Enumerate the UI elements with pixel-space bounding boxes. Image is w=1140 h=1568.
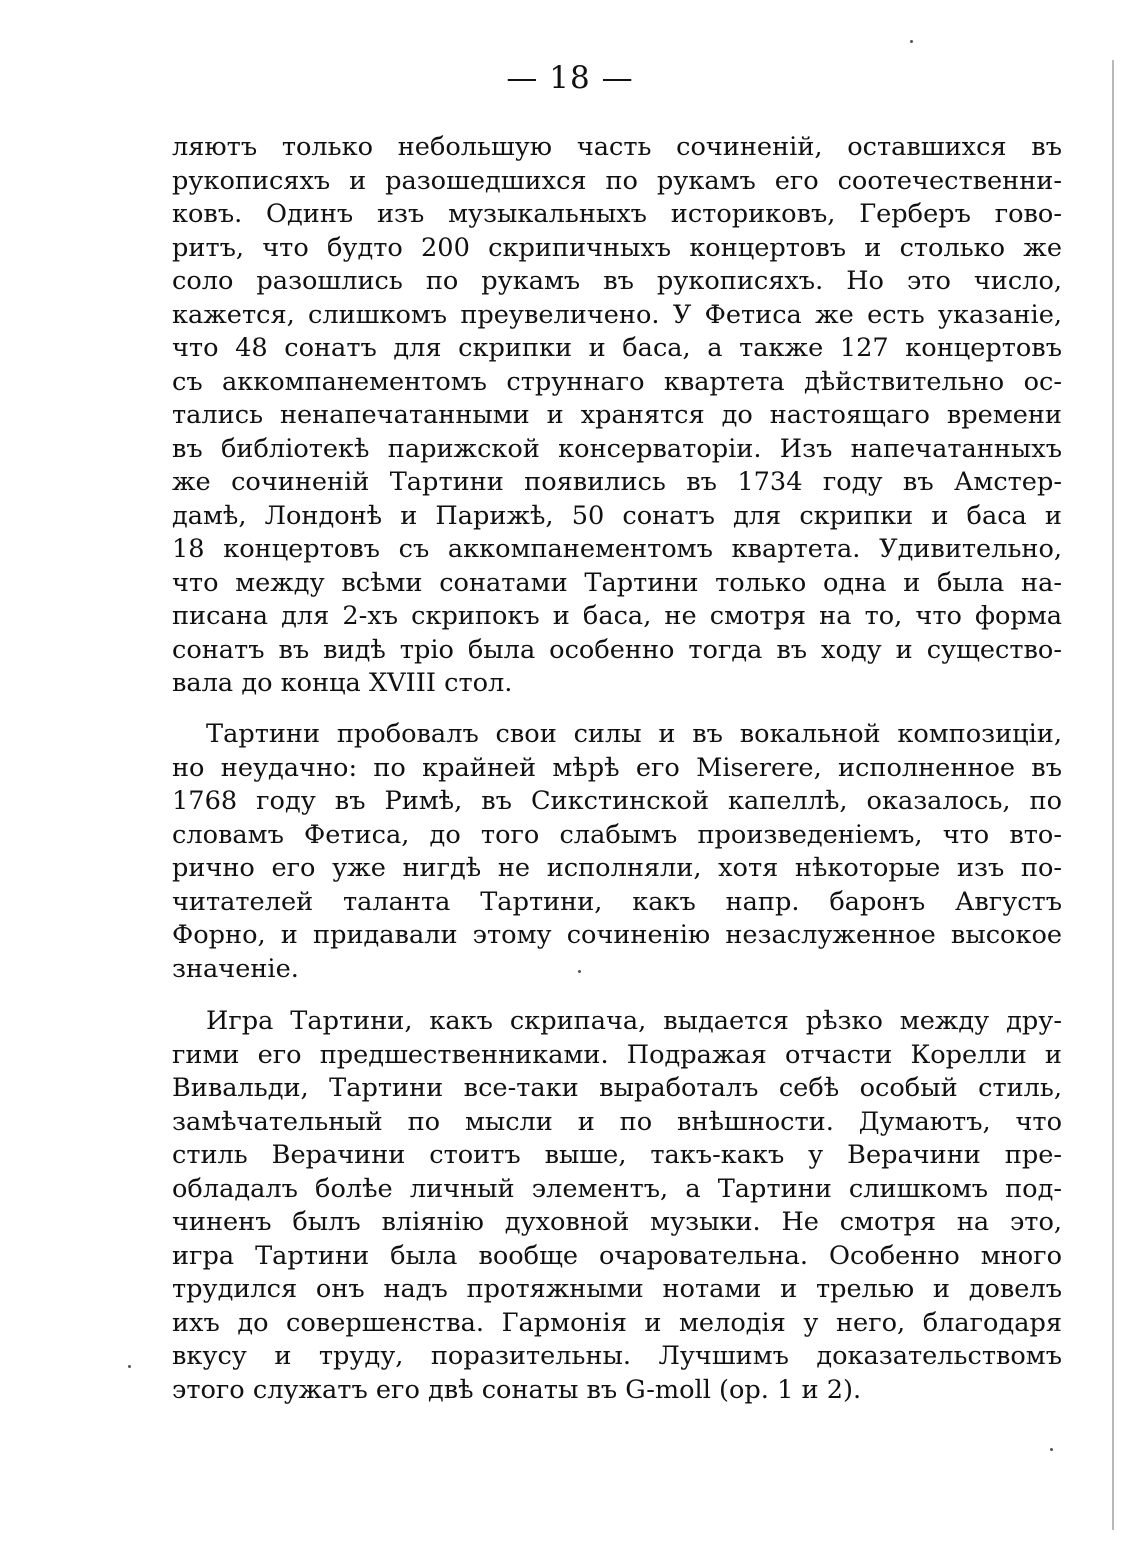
text-line: читателей таланта Тартини, какъ напр. баронъ Августъ — [172, 886, 1062, 917]
text-line: въ библіотекѣ парижской консерваторіи. Изъ напечатанныхъ — [172, 433, 1062, 464]
text-line: съ аккомпанементомъ струннаго квартета дѣйствительно ос- — [172, 366, 1062, 397]
text-line: ихъ до совершенства. Гармонія и мелодія у него, благодаря — [172, 1307, 1062, 1338]
text-line: рукописяхъ и разошедшихся по рукамъ его соотечественни- — [172, 165, 1062, 196]
print-speck — [578, 970, 581, 973]
text-line: вкусу и труду, поразительны. Лучшимъ доказательствомъ — [172, 1341, 1062, 1371]
page-number: — 18 — — [506, 60, 634, 96]
text-line: обладалъ болѣе личный элементъ, а Тартини слишкомъ под- — [172, 1173, 1062, 1204]
text-line: ритъ, что будто 200 скрипичныхъ концертовъ и столько же — [172, 232, 1062, 263]
text-line: что 48 сонатъ для скрипки и баса, а также 127 концертовъ — [172, 333, 1062, 363]
text-line: словамъ Фетиса, до того слабымъ произведеніемъ, что вто- — [172, 819, 1062, 850]
text-line: ковъ. Одинъ изъ музыкальныхъ историковъ, Герберъ гово- — [172, 199, 1062, 229]
paragraph-1 — [172, 131, 1062, 701]
text-line: Тартини пробовалъ свои силы и въ вокальной композиціи, — [206, 719, 1062, 749]
text-line: ляютъ только небольшую часть сочиненій, оставшихся въ — [172, 132, 1062, 162]
page-edge-rule — [1112, 60, 1114, 1530]
text-line: тались ненапечатанными и хранятся до настоящаго времени — [172, 400, 1062, 430]
paragraph-2 — [172, 718, 1062, 986]
paragraph-3 — [172, 1005, 1062, 1407]
text-line: значеніе. — [172, 953, 299, 984]
text-line: гими его предшественниками. Подражая отчасти Корелли и — [172, 1039, 1062, 1070]
text-line: писана для 2-хъ скрипокъ и баса, не смотря на то, что форма — [172, 601, 1062, 631]
text-line: сонатъ въ видѣ тріо была особенно тогда въ ходу и существо- — [172, 634, 1062, 665]
text-line: трудился онъ надъ протяжными нотами и трелью и довелъ — [172, 1274, 1062, 1304]
text-line: что между всѣми сонатами Тартини только одна и была на- — [172, 567, 1062, 598]
text-line: Вивальди, Тартини все-таки выработалъ себѣ особый стиль, — [172, 1073, 1062, 1103]
text-line: этого служатъ его двѣ сонаты въ G-moll (op. 1 и 2). — [172, 1374, 862, 1405]
text-line: замѣчательный по мысли и по внѣшности. Думаютъ, что — [172, 1106, 1062, 1137]
text-line: но неудачно: по крайней мѣрѣ его Miserere, исполненное въ — [172, 752, 1062, 783]
print-speck — [128, 1365, 131, 1368]
text-line: 1768 году въ Римѣ, въ Сикстинской капеллѣ, оказалось, по — [172, 786, 1062, 816]
text-line: чиненъ былъ вліянію духовной музыки. Не смотря на это, — [172, 1207, 1062, 1237]
text-line: Игра Тартини, какъ скрипача, выдается рѣзко между дру- — [206, 1006, 1062, 1036]
text-line: вала до конца XVIII стол. — [172, 668, 513, 698]
text-line: соло разошлись по рукамъ въ рукописяхъ. Но это число, — [172, 266, 1062, 296]
print-speck — [1050, 1448, 1053, 1451]
text-line: кажется, слишкомъ преувеличено. У Фетиса же есть указаніе, — [172, 299, 1062, 330]
text-line: же сочиненій Тартини появились въ 1734 году въ Амстер- — [172, 467, 1062, 497]
text-line: рично его уже нигдѣ не исполняли, хотя нѣкоторые изъ по- — [172, 853, 1062, 883]
text-line: стиль Верачини стоитъ выше, такъ-какъ у Верачини пре- — [172, 1140, 1062, 1170]
text-line: дамѣ, Лондонѣ и Парижѣ, 50 сонатъ для скрипки и баса и — [172, 500, 1062, 531]
text-line: игра Тартини была вообще очаровательна. Особенно много — [172, 1240, 1062, 1271]
text-line: Форно, и придавали этому сочиненію незаслуженное высокое — [172, 920, 1062, 950]
print-speck — [910, 40, 913, 43]
text-line: 18 концертовъ съ аккомпанементомъ квартета. Удивительно, — [172, 534, 1062, 564]
